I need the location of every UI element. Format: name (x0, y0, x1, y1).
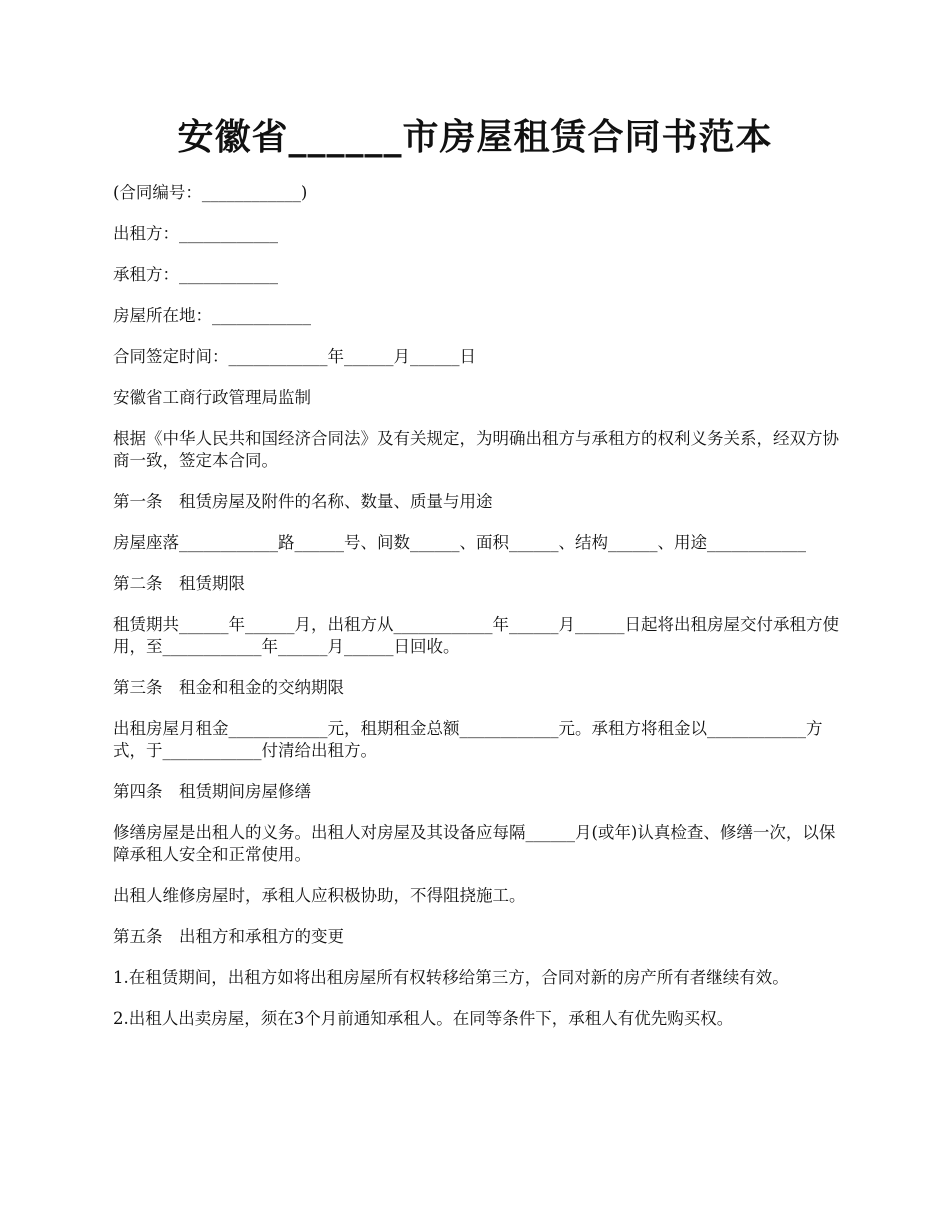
supervisor-line: 安徽省工商行政管理局监制 (113, 388, 311, 407)
lessee-line: 承租方：____________ (113, 265, 278, 284)
article-5-item-2: 2.出租人出卖房屋，须在3个月前通知承租人。在同等条件下，承租人有优先购买权。 (113, 1009, 734, 1028)
article-3-body: 出租房屋月租金____________元，租期租金总额____________元。承租方将租金以____________方式，于____________付清给出租方。 (113, 719, 823, 760)
signing-date-line: 合同签定时间：____________年______月______日 (113, 347, 476, 366)
article-3-heading: 第三条 租金和租金的交纳期限 (113, 678, 344, 697)
article-5-heading: 第五条 出租方和承租方的变更 (113, 927, 344, 946)
article-1-body: 房屋座落____________路______号、间数______、面积______、结构______、用途____________ (113, 533, 806, 552)
article-1-heading: 第一条 租赁房屋及附件的名称、数量、质量与用途 (113, 492, 493, 511)
article-5-item-1: 1.在租赁期间，出租方如将出租房屋所有权转移给第三方，合同对新的房产所有者继续有效。 (113, 968, 789, 987)
article-4-heading: 第四条 租赁期间房屋修缮 (113, 782, 311, 801)
contract-number-line: (合同编号：____________) (113, 183, 308, 202)
article-4-body-1: 修缮房屋是出租人的义务。出租人对房屋及其设备应每隔______月(或年)认真检查、修缮一次，以保障承租人安全和正常使用。 (113, 823, 836, 864)
article-4-body-2: 出租人维修房屋时，承租人应积极协助，不得阻挠施工。 (113, 886, 526, 905)
document-title: 安徽省______市房屋租赁合同书范本 (177, 116, 773, 158)
lessor-line: 出租方：____________ (113, 224, 278, 243)
document-body (113, 182, 843, 1049)
article-2-body: 租赁期共______年______月，出租方从____________年______月______日起将出租房屋交付承租方使用，至____________年______月______日回收。 (113, 615, 839, 656)
preamble-paragraph: 根据《中华人民共和国经济合同法》及有关规定，为明确出租方与承租方的权利义务关系，经双方协商一致，签定本合同。 (113, 429, 839, 470)
property-location-line: 房屋所在地：____________ (113, 306, 311, 325)
article-2-heading: 第二条 租赁期限 (113, 574, 245, 593)
